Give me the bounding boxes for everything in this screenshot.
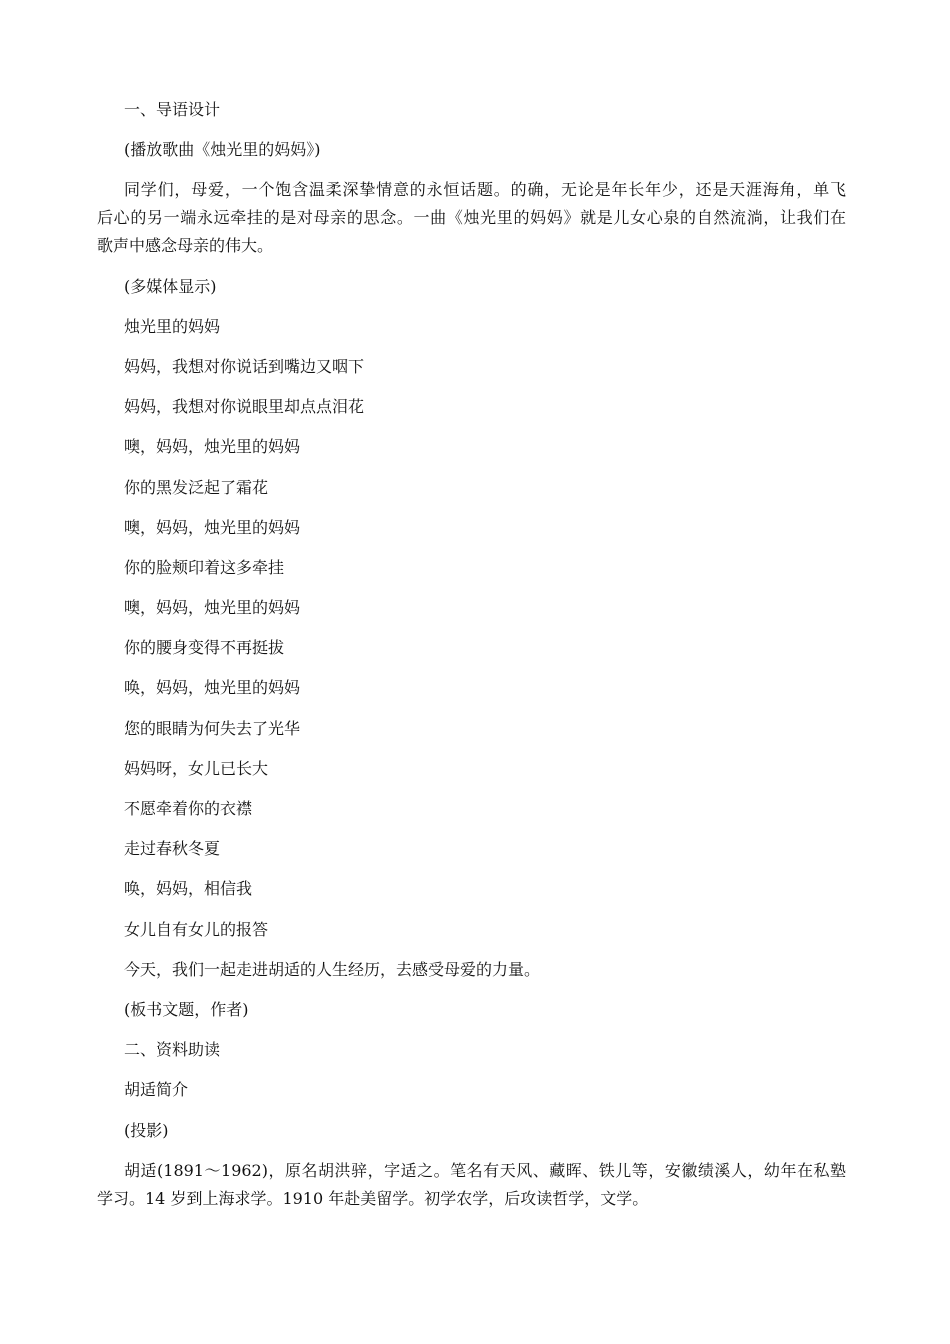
bio-paragraph	[97, 1157, 846, 1213]
lyric-line: 你的黑发泛起了霜花	[124, 477, 269, 497]
lyric-line: 你的腰身变得不再挺拔	[124, 638, 285, 658]
stage-direction-board: (板书文题，作者)	[124, 999, 249, 1019]
transition-sentence: 今天，我们一起走进胡适的人生经历，去感受母爱的力量。	[124, 959, 541, 979]
lyric-line: 唤，妈妈，烛光里的妈妈	[124, 678, 301, 698]
lyric-line: 妈妈，我想对你说眼里却点点泪花	[124, 397, 365, 417]
intro-paragraph-line: 后心的另一端永远牵挂的是对母亲的思念。一曲《烛光里的妈妈》就是儿女心泉的自然流淌，让我们在	[97, 208, 846, 228]
intro-paragraph-line: 同学们，母爱，一个饱含温柔深挚情意的永恒话题。的确，无论是年长年少，还是天涯海角，单飞	[124, 180, 846, 200]
bio-paragraph-line: 学习。14 岁到上海求学。1910 年赴美留学。初学农学，后攻读哲学，文学。	[97, 1188, 649, 1208]
lyric-line: 你的脸颊印着这多牵挂	[124, 557, 285, 577]
lyric-line: 噢，妈妈，烛光里的妈妈	[124, 598, 301, 618]
stage-direction-song: (播放歌曲《烛光里的妈妈》)	[124, 140, 321, 160]
lyric-line: 不愿牵着你的衣襟	[124, 799, 253, 818]
intro-paragraph	[97, 176, 846, 260]
lyric-line: 噢，妈妈，烛光里的妈妈	[124, 437, 301, 457]
section-heading-intro: 一、导语设计	[124, 100, 221, 119]
song-title: 烛光里的妈妈	[124, 316, 221, 336]
stage-direction-multimedia: (多媒体显示)	[124, 276, 217, 296]
lyric-line: 噢，妈妈，烛光里的妈妈	[124, 517, 301, 537]
bio-paragraph-line: 胡适(1891～1962)，原名胡洪骍，字适之。笔名有天风、藏晖、铁儿等，安徽绩溪人，幼年在私塾	[124, 1160, 846, 1180]
lyric-line: 妈妈，我想对你说话到嘴边又咽下	[124, 356, 365, 376]
lyric-line: 女儿自有女儿的报答	[124, 919, 269, 939]
subheading-hushi-intro: 胡适简介	[124, 1080, 189, 1100]
lyric-line: 走过春秋冬夏	[124, 839, 221, 859]
lyric-line: 妈妈呀，女儿已长大	[124, 758, 269, 778]
intro-paragraph-line: 歌声中感念母亲的伟大。	[97, 236, 274, 256]
stage-direction-projection: (投影)	[124, 1120, 169, 1140]
lyric-line: 您的眼睛为何失去了光华	[124, 718, 301, 738]
lyric-line: 唤，妈妈，相信我	[124, 879, 253, 899]
section-heading-materials: 二、资料助读	[124, 1040, 221, 1060]
document-body	[97, 96, 846, 1225]
